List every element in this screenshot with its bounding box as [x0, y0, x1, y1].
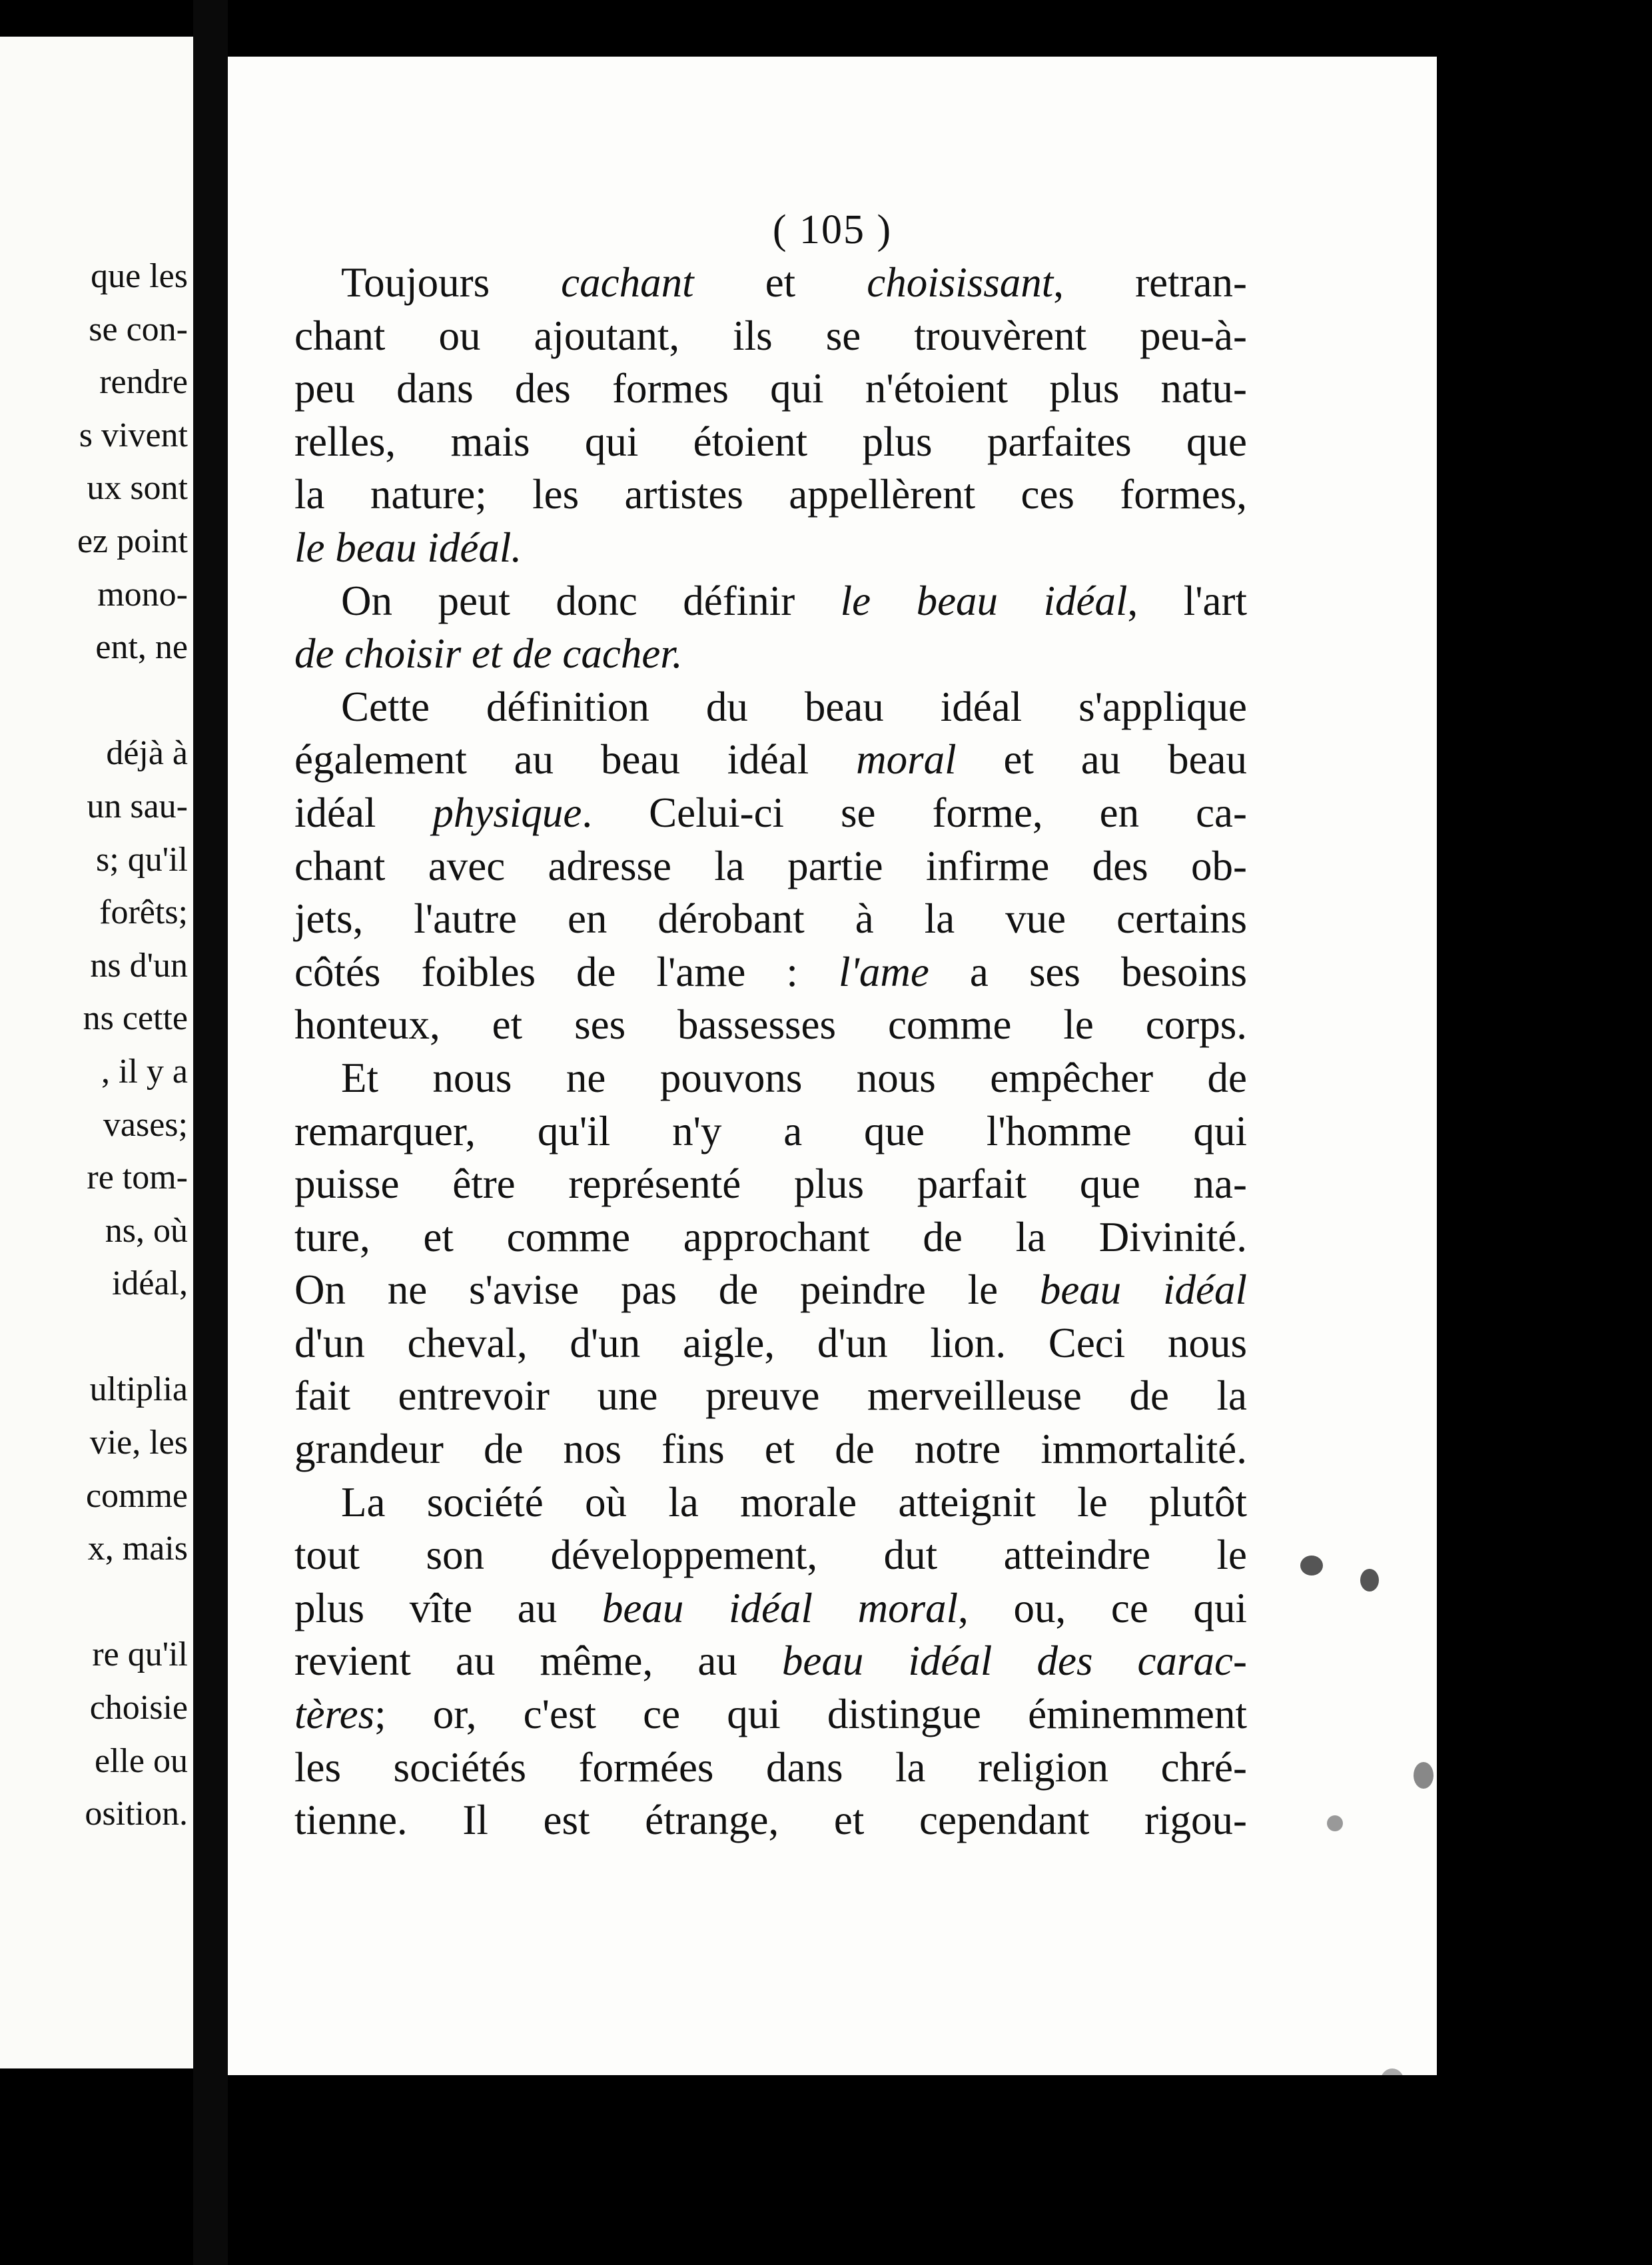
previous-page-line: ez point [77, 522, 188, 560]
previous-page-line: idéal, [111, 1264, 188, 1303]
text-run: tout son développement, dut atteindre le [294, 1532, 1247, 1579]
previous-page-line: s; qu'il [96, 840, 188, 879]
text-run: a ses besoins [929, 948, 1247, 995]
previous-page-line: elle ou [94, 1741, 188, 1780]
text-run: idéal [294, 789, 433, 836]
italic-run: l'ame [838, 948, 929, 995]
text-line [294, 1370, 1247, 1423]
previous-page-line [77, 674, 188, 727]
previous-page-line: choisie [89, 1689, 188, 1727]
previous-page-line: se con- [89, 310, 188, 348]
text-run: Toujours [341, 259, 562, 306]
print-speckle [1327, 1815, 1343, 1831]
text-run: plus vîte au [294, 1584, 602, 1631]
text-line [294, 1211, 1247, 1264]
previous-page-line: que les [91, 257, 188, 295]
text-run: La société où la morale atteignit le plutôt [341, 1478, 1247, 1526]
text-run: chant ou ajoutant, ils se trouvèrent peu-à- [294, 312, 1247, 359]
text-line [294, 468, 1247, 522]
previous-page-strip [0, 37, 193, 2068]
text-run: ; or, c'est ce qui distingue éminemment [374, 1691, 1247, 1738]
page-body-text [294, 256, 1247, 1847]
text-run: chant avec adresse la partie infirme des ob- [294, 842, 1247, 889]
previous-page-line: re tom- [87, 1158, 188, 1197]
previous-page-line: ux sont [87, 469, 188, 508]
previous-page-line: forêts; [99, 893, 188, 932]
text-line [294, 1158, 1247, 1211]
text-run: côtés foibles de l'ame : [294, 948, 839, 995]
text-line [294, 1529, 1247, 1582]
text-line [294, 893, 1247, 946]
previous-page-line: un sau- [87, 787, 188, 825]
page-number: ( 105 ) [772, 207, 893, 252]
text-run: fait entrevoir une preuve merveilleuse de la [294, 1372, 1247, 1420]
previous-page-text [77, 250, 188, 1841]
text-run: honteux, et ses bassesses comme le corps. [294, 1001, 1247, 1049]
text-run: Cette définition du beau idéal s'applique [341, 683, 1247, 730]
previous-page-line: comme [85, 1476, 188, 1515]
text-run: revient au même, au [294, 1637, 782, 1685]
italic-run: beau idéal [1039, 1266, 1247, 1314]
previous-page-line: osition. [85, 1795, 188, 1833]
previous-page-line [77, 1310, 188, 1364]
text-line [294, 1105, 1247, 1158]
text-run: les sociétés formées dans la religion chré- [294, 1743, 1247, 1791]
previous-page-line: , il y a [101, 1052, 188, 1091]
text-line [294, 999, 1247, 1052]
previous-page-line: ns, où [105, 1211, 188, 1250]
text-run: et au beau [956, 736, 1248, 783]
text-line [294, 256, 1247, 310]
text-run: , ou, ce qui [958, 1584, 1248, 1631]
print-speckle [1300, 1556, 1323, 1576]
text-line [294, 1264, 1247, 1317]
text-line [294, 416, 1247, 469]
text-line [294, 1423, 1247, 1476]
text-run: puisse être représenté plus parfait que na- [294, 1160, 1247, 1208]
previous-page-line: vie, les [89, 1424, 188, 1462]
text-line [294, 575, 1247, 628]
text-run: et [693, 259, 867, 306]
text-run: d'un cheval, d'un aigle, d'un lion. Ceci nous [294, 1319, 1247, 1366]
previous-page-line: déjà à [106, 734, 188, 773]
text-line [294, 1741, 1247, 1795]
italic-run: cachant [561, 259, 694, 306]
italic-run: le beau idéal [840, 577, 1128, 624]
italic-run: beau idéal des carac- [781, 1637, 1247, 1685]
italic-run: choisissant [867, 259, 1054, 306]
print-speckle [1414, 1762, 1434, 1789]
italic-run: moral [856, 736, 957, 783]
previous-page-line: ns d'un [90, 946, 188, 985]
text-line [294, 362, 1247, 416]
previous-page-line: vases; [103, 1105, 188, 1144]
previous-page-line: mono- [97, 575, 188, 614]
text-line [294, 681, 1247, 734]
italic-run: beau idéal moral [602, 1584, 959, 1631]
text-run: relles, mais qui étoient plus parfaites que [294, 418, 1247, 465]
previous-page-line: ent, ne [95, 628, 188, 667]
previous-page-line: x, mais [87, 1530, 188, 1568]
text-run: jets, l'autre en dérobant à la vue certains [294, 895, 1247, 943]
text-run: peu dans des formes qui n'étoient plus natu- [294, 365, 1247, 412]
text-line [294, 310, 1247, 363]
previous-page-line: ultiplia [89, 1370, 188, 1409]
text-run: grandeur de nos fins et de notre immortalité. [294, 1426, 1247, 1473]
italic-run: physique [432, 789, 582, 836]
book-page [228, 57, 1437, 2075]
scan-border [1437, 0, 1652, 2265]
text-line [294, 946, 1247, 999]
text-line [294, 733, 1247, 787]
text-line [294, 1582, 1247, 1635]
text-run: ture, et comme approchant de la Divinité. [294, 1213, 1247, 1260]
text-run: , retran- [1053, 259, 1247, 306]
italic-run: le beau idéal. [294, 524, 522, 571]
italic-run: de choisir et de cacher. [294, 630, 683, 678]
text-line [294, 1794, 1247, 1847]
text-line [294, 1317, 1247, 1370]
print-speckle [1380, 2068, 1404, 2075]
previous-page-line: s vivent [79, 416, 188, 454]
text-line [294, 840, 1247, 893]
previous-page-line [77, 1576, 188, 1629]
text-run: remarquer, qu'il n'y a que l'homme qui [294, 1107, 1247, 1154]
italic-run: tères [294, 1691, 375, 1738]
text-line [294, 522, 1247, 575]
print-speckle [1360, 1569, 1379, 1591]
text-run: , l'art [1127, 577, 1247, 624]
text-run: également au beau idéal [294, 736, 857, 783]
previous-page-line: rendre [99, 363, 188, 402]
text-run: tienne. Il est étrange, et cependant rigou- [294, 1797, 1247, 1844]
text-line [294, 1476, 1247, 1530]
book-gutter [193, 0, 228, 2265]
text-run: Et nous ne pouvons nous empêcher de [341, 1054, 1247, 1101]
text-run: . Celui-ci se forme, en ca- [582, 789, 1247, 836]
text-line [294, 628, 1247, 681]
text-run: On ne s'avise pas de peindre le [294, 1266, 1040, 1314]
text-line [294, 1635, 1247, 1688]
text-line [294, 1052, 1247, 1105]
text-line [294, 787, 1247, 840]
text-run: la nature; les artistes appellèrent ces formes, [294, 471, 1247, 518]
previous-page-line: re qu'il [92, 1635, 188, 1674]
text-line [294, 1688, 1247, 1741]
previous-page-line: ns cette [83, 999, 188, 1038]
text-run: On peut donc définir [341, 577, 841, 624]
